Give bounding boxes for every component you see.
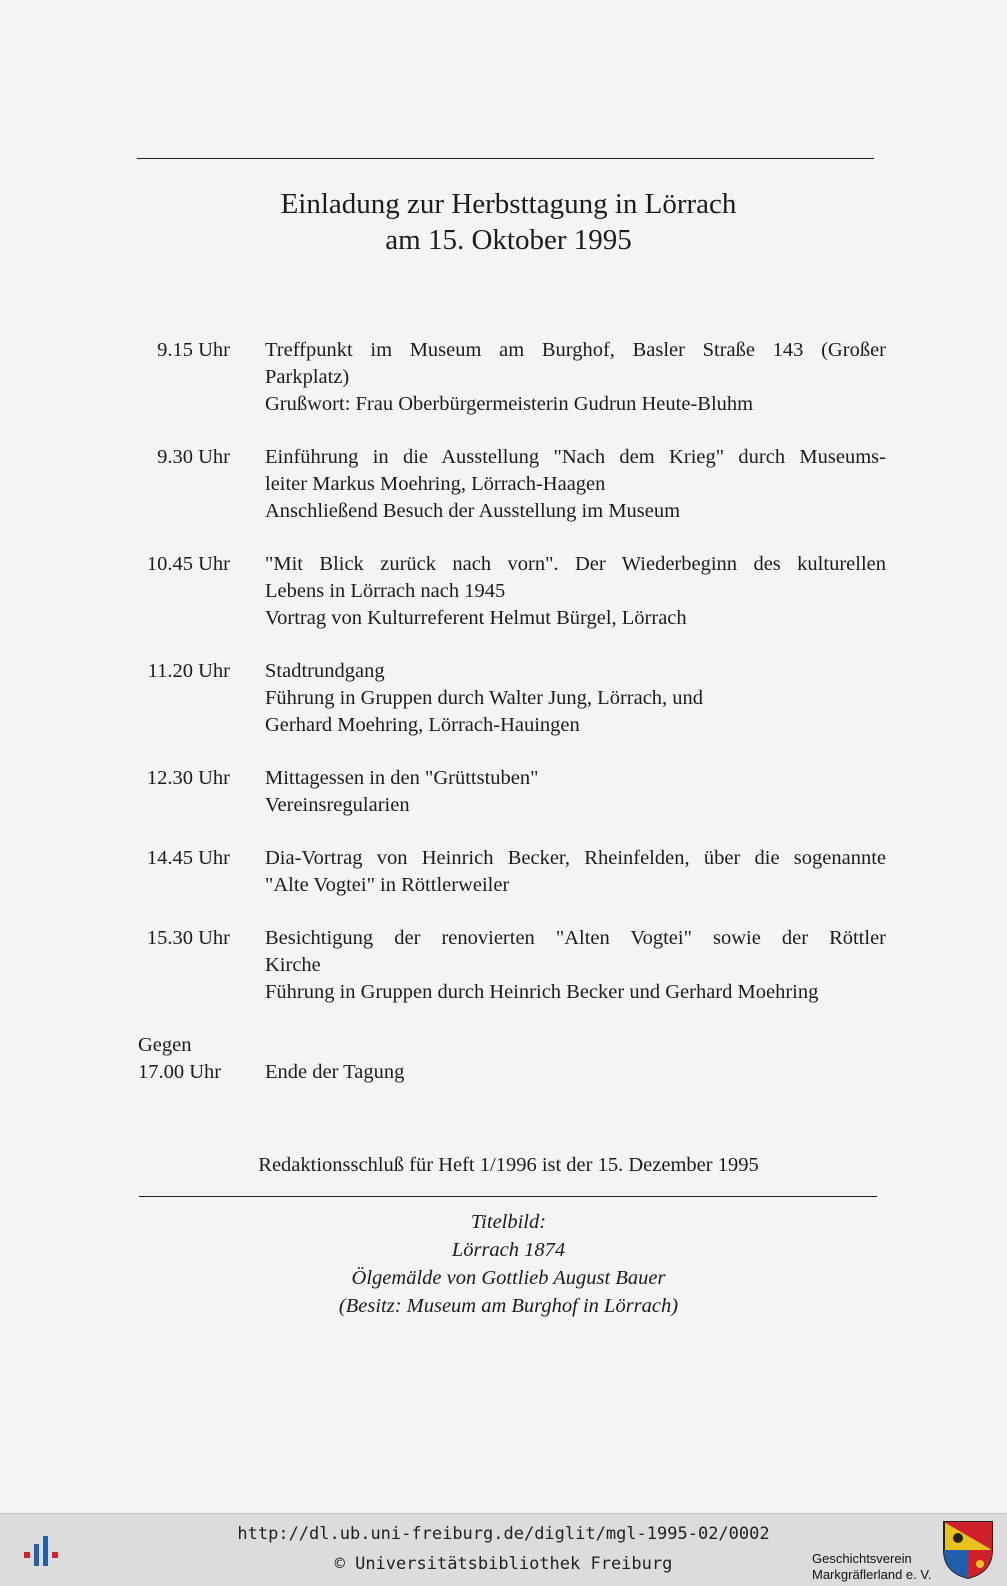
entry-description bbox=[265, 551, 886, 632]
entry-line: Führung in Gruppen durch Heinrich Becker und Gerhard Moehring bbox=[265, 981, 819, 1003]
entry-line: Mittagessen in den "Grüttstuben" bbox=[265, 767, 539, 789]
entry-line: Dia-Vortrag von Heinrich Becker, Rheinfelden, über die sogenannte bbox=[265, 847, 886, 869]
entry-line: Kirche bbox=[265, 954, 321, 976]
entry-line: Einführung in die Ausstellung "Nach dem Krieg" durch Museums- bbox=[265, 446, 886, 468]
footer-copyright: © Universitätsbibliothek Freiburg bbox=[334, 1554, 673, 1574]
entry-line: Anschließend Besuch der Ausstellung im Museum bbox=[265, 500, 681, 522]
bottom-rule bbox=[139, 1196, 877, 1197]
entry-line: "Mit Blick zurück nach vorn". Der Wiederbeginn des kulturellen bbox=[265, 553, 886, 575]
schedule-entry bbox=[138, 1032, 886, 1086]
entry-time: 10.45 Uhr bbox=[146, 553, 230, 575]
schedule-entry bbox=[138, 765, 886, 819]
schedule-entry bbox=[138, 845, 886, 899]
entry-line: Treffpunkt im Museum am Burghof, Basler Straße 143 (Großer bbox=[265, 339, 886, 361]
entry-line: "Alte Vogtei" in Röttlerweiler bbox=[265, 874, 510, 896]
footer-url-link[interactable]: http://dl.ub.uni-freiburg.de/diglit/mgl-1995-02/0002 bbox=[237, 1524, 770, 1544]
schedule-entry bbox=[138, 925, 886, 1006]
entry-line: Besichtigung der renovierten "Alten Vogtei" sowie der Röttler bbox=[265, 927, 886, 949]
entry-line: Stadtrundgang bbox=[265, 660, 385, 682]
society-line-2: Markgräflerland e. V. bbox=[812, 1567, 932, 1582]
caption-line: Lörrach 1874 bbox=[451, 1239, 566, 1261]
entry-line: Grußwort: Frau Oberbürgermeisterin Gudrun Heute-Bluhm bbox=[265, 393, 754, 415]
entry-description bbox=[265, 845, 886, 899]
schedule-entry bbox=[138, 551, 886, 632]
entry-time: 14.45 Uhr bbox=[146, 847, 230, 869]
coat-of-arms-icon bbox=[942, 1520, 994, 1580]
entry-description bbox=[265, 337, 886, 418]
caption-line: Ölgemälde von Gottlieb August Bauer bbox=[351, 1267, 666, 1289]
entry-time bbox=[138, 1032, 230, 1086]
title-line-2: am 15. Oktober 1995 bbox=[385, 224, 632, 256]
entry-time: 9.30 Uhr bbox=[157, 446, 230, 468]
entry-line: Vortrag von Kulturreferent Helmut Bürgel, Lörrach bbox=[265, 607, 687, 629]
entry-line: Gerhard Moehring, Lörrach-Hauingen bbox=[265, 714, 580, 736]
entry-description bbox=[265, 444, 886, 525]
schedule-list bbox=[138, 337, 886, 1112]
schedule-entry bbox=[138, 337, 886, 418]
top-rule bbox=[137, 158, 874, 159]
schedule-entry bbox=[138, 444, 886, 525]
entry-time: 9.15 Uhr bbox=[157, 339, 230, 361]
entry-line: Parkplatz) bbox=[265, 366, 350, 388]
entry-description bbox=[265, 1032, 886, 1086]
entry-description bbox=[265, 658, 886, 739]
entry-time-value: 17.00 Uhr bbox=[138, 1061, 222, 1083]
entry-line: Lebens in Lörrach nach 1945 bbox=[265, 580, 506, 602]
schedule-entry bbox=[138, 658, 886, 739]
entry-line: Vereinsregularien bbox=[265, 794, 410, 816]
entry-line: Ende der Tagung bbox=[265, 1061, 405, 1083]
entry-line: Führung in Gruppen durch Walter Jung, Lörrach, und bbox=[265, 687, 704, 709]
caption-line: Titelbild: bbox=[470, 1211, 547, 1233]
entry-time: 12.30 Uhr bbox=[146, 767, 230, 789]
entry-time: 15.30 Uhr bbox=[146, 927, 230, 949]
page-title bbox=[0, 186, 1007, 258]
title-image-caption bbox=[0, 1208, 1007, 1320]
entry-time: 11.20 Uhr bbox=[147, 660, 230, 682]
title-line-1: Einladung zur Herbsttagung in Lörrach bbox=[280, 188, 737, 220]
society-line-1: Geschichtsverein bbox=[812, 1551, 912, 1566]
closing-note: Redaktionsschluß für Heft 1/1996 ist der 15. Dezember 1995 bbox=[258, 1154, 759, 1176]
entry-description bbox=[265, 925, 886, 1006]
society-name bbox=[812, 1551, 931, 1583]
entry-time-prefix: Gegen bbox=[138, 1034, 192, 1056]
entry-line: leiter Markus Moehring, Lörrach-Haagen bbox=[265, 473, 606, 495]
entry-line bbox=[265, 1032, 886, 1059]
caption-line: (Besitz: Museum am Burghof in Lörrach) bbox=[338, 1295, 679, 1317]
entry-description bbox=[265, 765, 886, 819]
